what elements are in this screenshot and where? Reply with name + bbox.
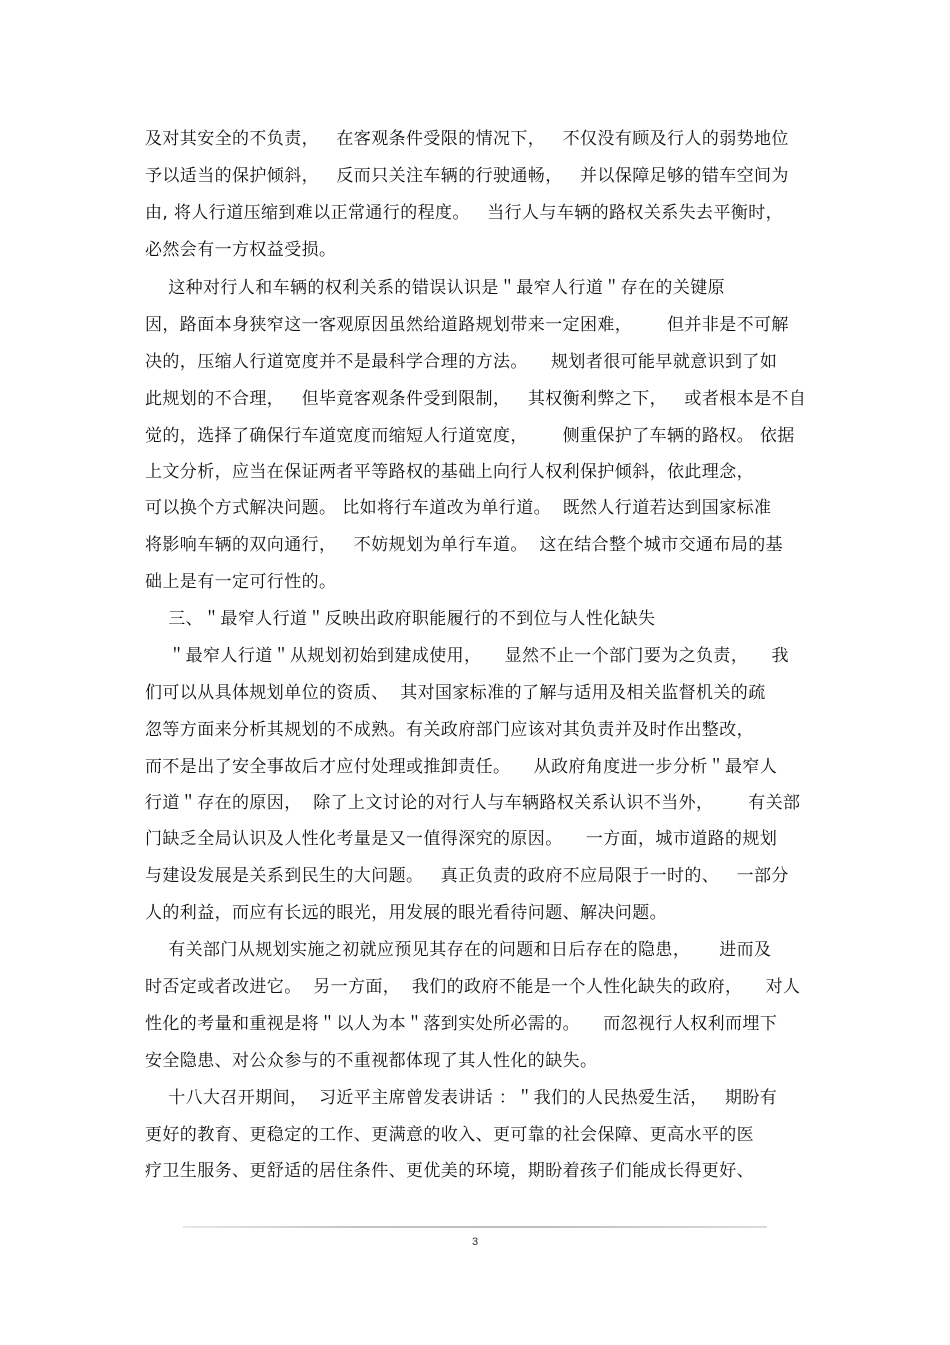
text-line: 们可以从具体规划单位的资质、 其对国家标准的了解与适用及相关监督机关的疏 bbox=[145, 683, 766, 703]
text-line: 觉的，选择了确保行车道宽度而缩短人行道宽度， 侧重保护了车辆的路权。 依据 bbox=[145, 426, 795, 446]
section-heading: 三、＂最窄人行道＂反映出政府职能履行的不到位与人性化缺失 bbox=[145, 609, 656, 629]
text-line: 有关部门从规划实施之初就应预见其存在的问题和日后存在的隐患， 进而及 bbox=[145, 940, 772, 960]
text-line: 予以适当的保护倾斜， 反而只关注车辆的行驶通畅， 并以保障足够的错车空间为 bbox=[145, 166, 789, 186]
text-line: 忽等方面来分析其规划的不成熟。有关政府部门应该对其负责并及时作出整改， bbox=[145, 720, 754, 740]
text-line: 及对其安全的不负责， 在客观条件受限的情况下， 不仅没有顾及行人的弱势地位 bbox=[145, 129, 789, 149]
text-line: 础上是有一定可行性的。 bbox=[145, 572, 337, 592]
text-line: 与建设发展是关系到民生的大问题。 真正负责的政府不应局限于一时的、 一部分 bbox=[145, 866, 789, 886]
text-line: 疗卫生服务、更舒适的居住条件、更优美的环境，期盼着孩子们能成长得更好、 bbox=[145, 1161, 754, 1181]
text-line: 因，路面本身狭窄这一客观原因虽然给道路规划带来一定困难， 但并非是不可解 bbox=[145, 315, 789, 335]
text-line: 将影响车辆的双向通行， 不妨规划为单行车道。 这在结合整个城市交通布局的基 bbox=[145, 535, 784, 555]
text-line: 可以换个方式解决问题。 比如将行车道改为单行道。 既然人行道若达到国家标准 bbox=[145, 498, 772, 518]
text-line: 更好的教育、更稳定的工作、更满意的收入、更可靠的社会保障、更高水平的医 bbox=[145, 1125, 754, 1145]
text-line: 行道＂存在的原因， 除了上文讨论的对行人与车辆路权关系认识不当外， 有关部 bbox=[145, 793, 801, 813]
text-line: 门缺乏全局认识及人性化考量是又一值得深究的原因。 一方面，城市道路的规划 bbox=[145, 829, 778, 849]
text-line: 而不是出了安全事故后才应付处理或推卸责任。 从政府角度进一步分析＂最窄人 bbox=[145, 757, 778, 777]
text-line: ＂最窄人行道＂从规划初始到建成使用， 显然不止一个部门要为之负责， 我 bbox=[145, 646, 789, 666]
text-line: 由, 将人行道压缩到难以正常通行的程度。 当行人与车辆的路权关系失去平衡时， bbox=[145, 203, 784, 223]
text-line: 十八大召开期间， 习近平主席曾发表讲话 ：＂我们的人民热爱生活， 期盼有 bbox=[145, 1088, 778, 1108]
text-line: 人的利益，而应有长远的眼光，用发展的眼光看待问题、解决问题。 bbox=[145, 903, 667, 923]
text-line: 决的，压缩人行道宽度并不是最科学合理的方法。 规划者很可能早就意识到了如 bbox=[145, 352, 778, 372]
text-line: 性化的考量和重视是将＂以人为本＂落到实处所必需的。 而忽视行人权利而埋下 bbox=[145, 1014, 778, 1034]
text-line: 这种对行人和车辆的权利关系的错误认识是＂最窄人行道＂存在的关键原 bbox=[145, 278, 726, 298]
text-line: 时否定或者改进它。 另一方面， 我们的政府不能是一个人性化缺失的政府， 对人 bbox=[145, 977, 801, 997]
text-line: 必然会有一方权益受损。 bbox=[145, 240, 337, 260]
text-line: 此规划的不合理， 但毕竟客观条件受到限制， 其权衡利弊之下， 或者根本是不自 bbox=[145, 389, 807, 409]
text-line: 上文分析，应当在保证两者平等路权的基础上向行人权利保护倾斜，依此理念， bbox=[145, 462, 754, 482]
footer-divider bbox=[183, 1226, 767, 1228]
page-number: 3 bbox=[471, 1236, 479, 1248]
text-line: 安全隐患、对公众参与的不重视都体现了其人性化的缺失。 bbox=[145, 1051, 598, 1071]
